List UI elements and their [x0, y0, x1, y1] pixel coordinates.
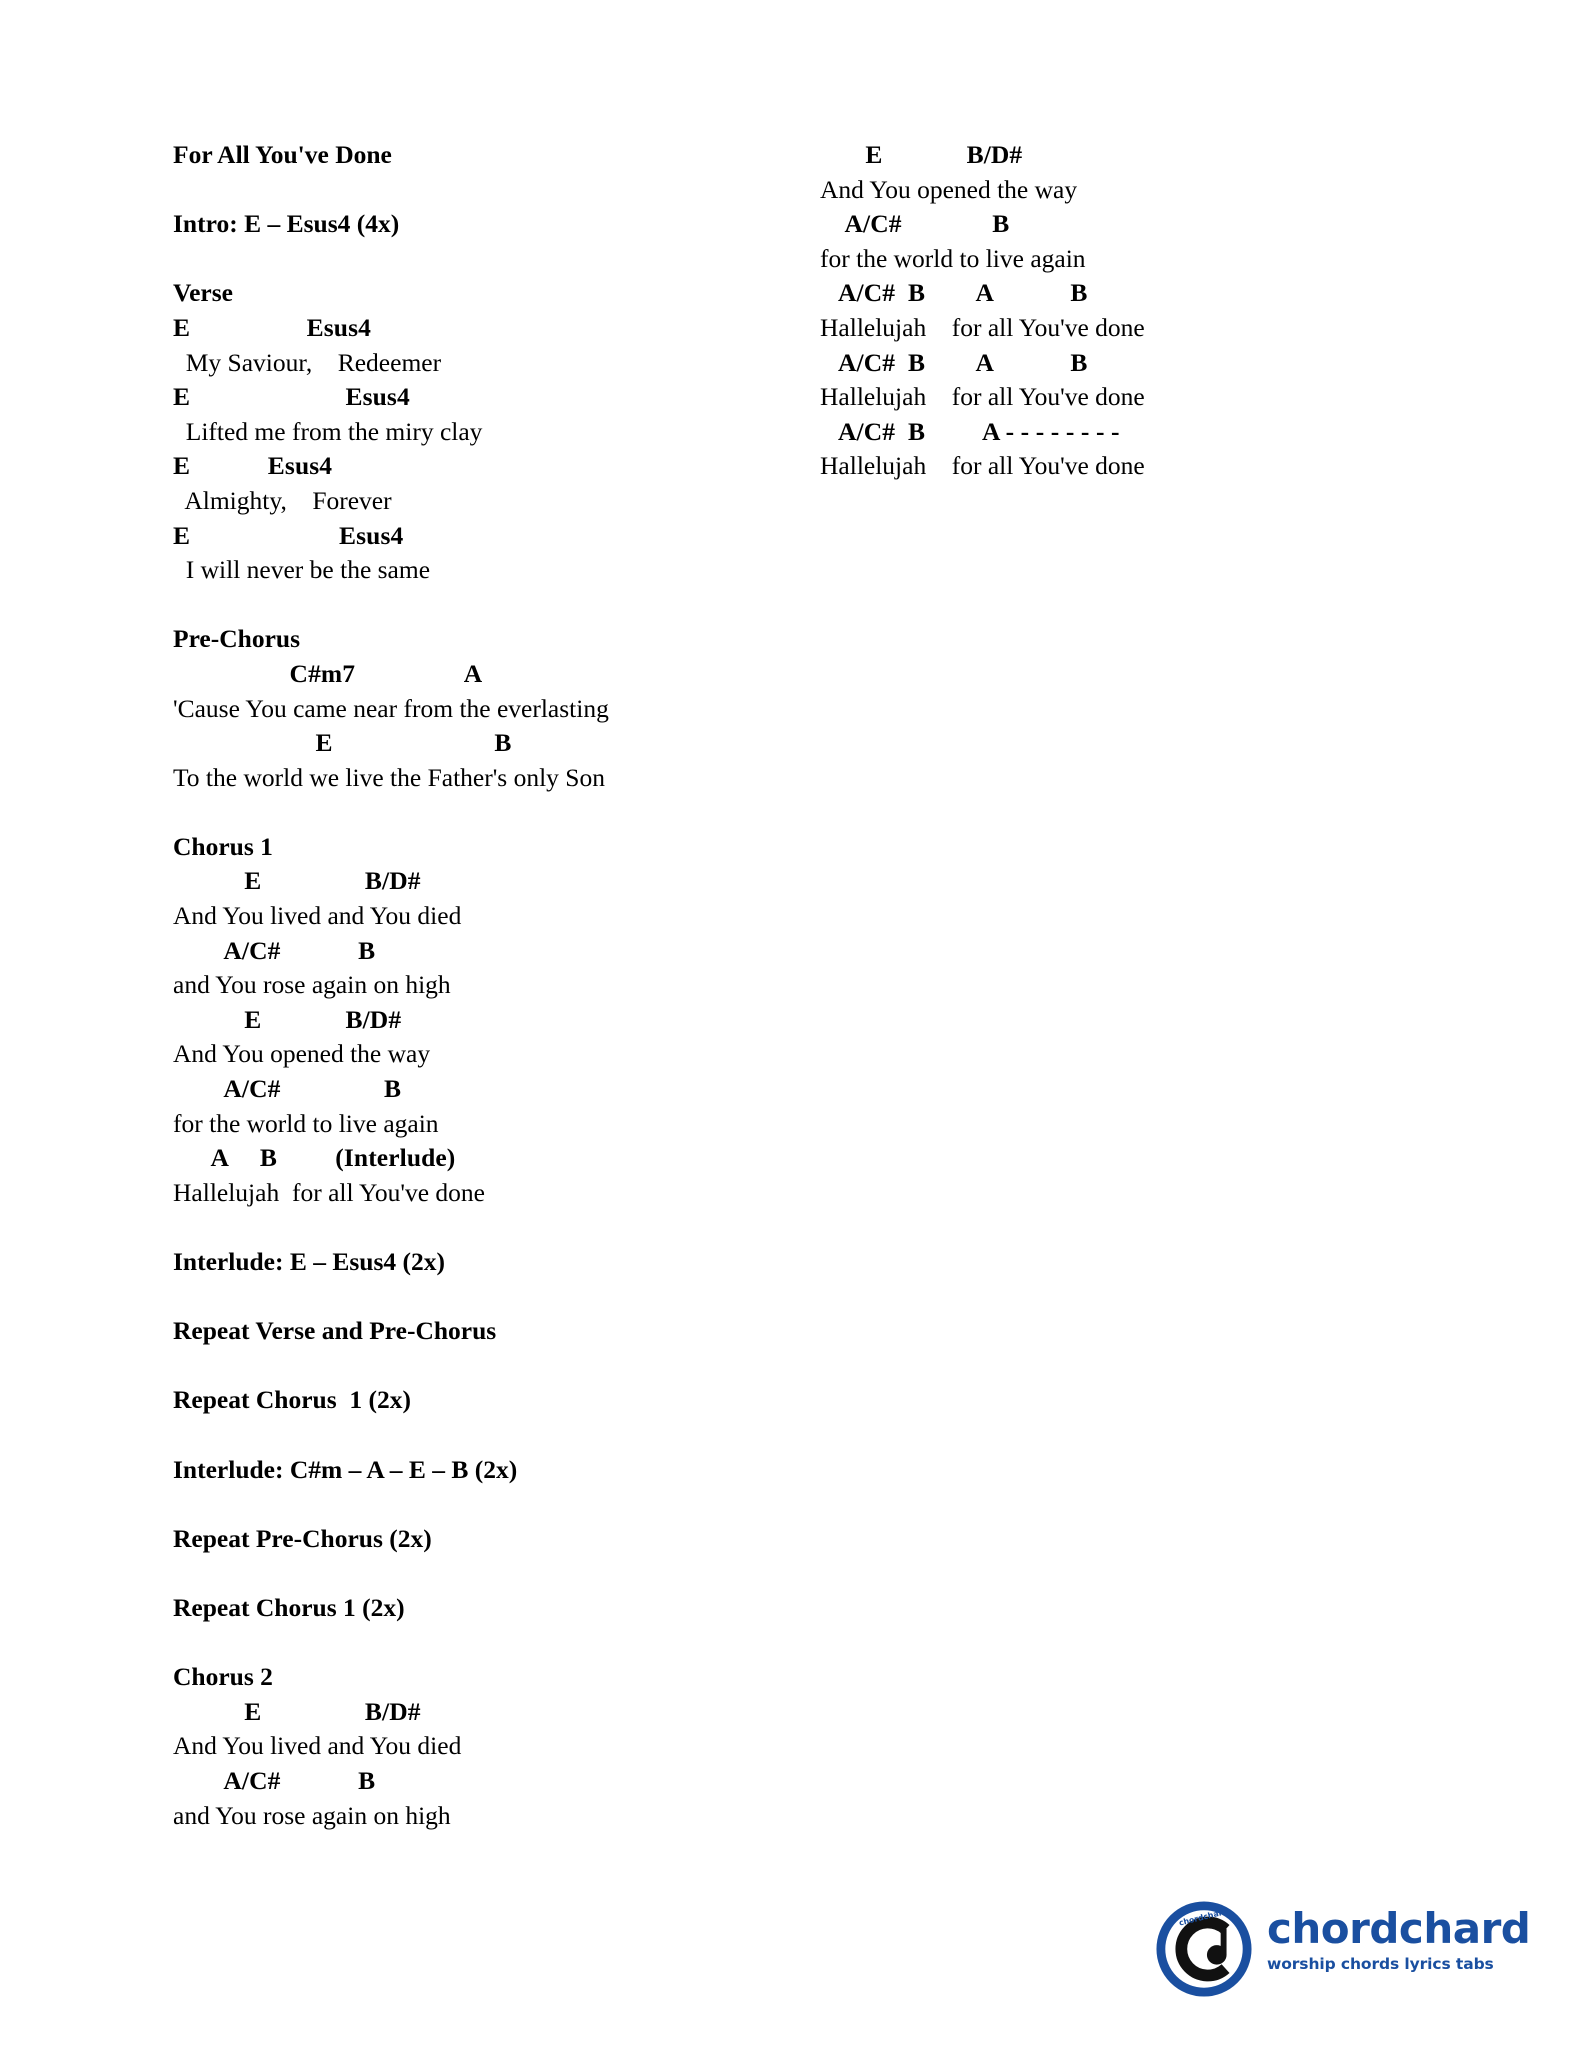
right-chords-line: A/C# B A B: [820, 347, 1088, 377]
left-spacer: [173, 1210, 609, 1245]
left-lyrics-line: To the world we live the Father's only Son: [173, 762, 605, 792]
logo-tagline: worship chords lyrics tabs: [1267, 1955, 1494, 1973]
left-spacer: [173, 1556, 609, 1591]
left-lyrics-line: 'Cause You came near from the everlasting: [173, 693, 609, 723]
logo-text-block: [1267, 1904, 1531, 1974]
right-column: [820, 138, 1145, 484]
left-chords-line: E Esus4: [173, 451, 333, 481]
left-heading-line: Interlude: C#m – A – E – B (2x): [173, 1454, 518, 1484]
left-heading-line: Interlude: E – Esus4 (2x): [173, 1247, 446, 1276]
left-spacer: [173, 242, 609, 277]
left-heading-line: Verse: [173, 278, 233, 308]
right-lyrics-line: And You opened the way: [820, 174, 1078, 204]
left-heading-line: Chorus 2: [173, 1662, 273, 1692]
right-chords-line: A/C# B A B: [820, 278, 1088, 308]
left-spacer: [173, 795, 609, 830]
left-spacer: [173, 588, 609, 623]
right-lyrics-line: Hallelujah for all You've done: [820, 451, 1145, 481]
left-spacer: [173, 1280, 609, 1315]
right-chords-line: A/C# B: [820, 209, 1010, 239]
left-chords-line: E B: [173, 728, 512, 758]
left-lyrics-line: My Saviour, Redeemer: [173, 347, 442, 377]
left-chords-line: E Esus4: [173, 312, 371, 342]
left-lyrics-line: and You rose again on high: [173, 1800, 451, 1830]
right-lyrics-line: for the world to live again: [820, 243, 1086, 273]
left-heading-line: Repeat Verse and Pre-Chorus: [173, 1316, 497, 1346]
left-lyrics-line: Almighty, Forever: [173, 485, 392, 515]
left-spacer: [173, 173, 609, 208]
left-lyrics-line: for the world to live again: [173, 1108, 439, 1138]
left-heading-line: Repeat Chorus 1 (2x): [173, 1592, 405, 1622]
left-spacer: [173, 1349, 609, 1384]
left-heading-line: Repeat Chorus 1 (2x): [173, 1385, 411, 1415]
left-heading-line: Chorus 1: [173, 831, 273, 861]
right-lyrics-line: Hallelujah for all You've done: [820, 382, 1145, 412]
left-lyrics-line: I will never be the same: [173, 555, 431, 585]
chordchard-c-logo-icon: [1155, 1900, 1253, 1998]
right-chords-line: E B/D#: [820, 140, 1023, 169]
logo-wordmark: chordchard: [1267, 1904, 1531, 1953]
left-lyrics-line: And You lived and You died: [173, 901, 462, 931]
left-lyrics-line: And You lived and You died: [173, 1731, 462, 1761]
left-chords-line: A B (Interlude): [173, 1143, 456, 1173]
left-lyrics-line: Hallelujah for all You've done: [173, 1177, 485, 1207]
left-heading-line: Intro: E – Esus4 (4x): [173, 209, 400, 239]
left-spacer: [173, 1418, 609, 1453]
svg-text:chordchard: chordchard: [1178, 1906, 1229, 1928]
left-spacer: [173, 1626, 609, 1661]
left-heading-line: Pre-Chorus: [173, 624, 301, 654]
left-lyrics-line: And You opened the way: [173, 1039, 431, 1069]
left-chords-line: A/C# B: [173, 1074, 402, 1104]
left-chords-line: A/C# B: [173, 935, 376, 965]
left-lyrics-line: Lifted me from the miry clay: [173, 416, 483, 446]
left-chords-line: E B/D#: [173, 1696, 421, 1726]
left-column: [173, 138, 609, 1833]
chordchard-logo: [1155, 1898, 1531, 1998]
right-lyrics-line: Hallelujah for all You've done: [820, 312, 1145, 342]
left-chords-line: E B/D#: [173, 866, 421, 896]
right-chords-line: A/C# B A - - - - - - - -: [820, 416, 1120, 446]
left-chords-line: E Esus4: [173, 520, 404, 550]
left-chords-line: C#m7 A: [173, 658, 483, 688]
left-chords-line: A/C# B: [173, 1765, 376, 1795]
left-lyrics-line: and You rose again on high: [173, 970, 451, 1000]
left-chords-line: E Esus4: [173, 382, 410, 412]
left-heading-line: Repeat Pre-Chorus (2x): [173, 1523, 432, 1553]
left-title-line: For All You've Done: [173, 140, 392, 169]
left-chords-line: E B/D#: [173, 1004, 402, 1034]
left-spacer: [173, 1487, 609, 1522]
